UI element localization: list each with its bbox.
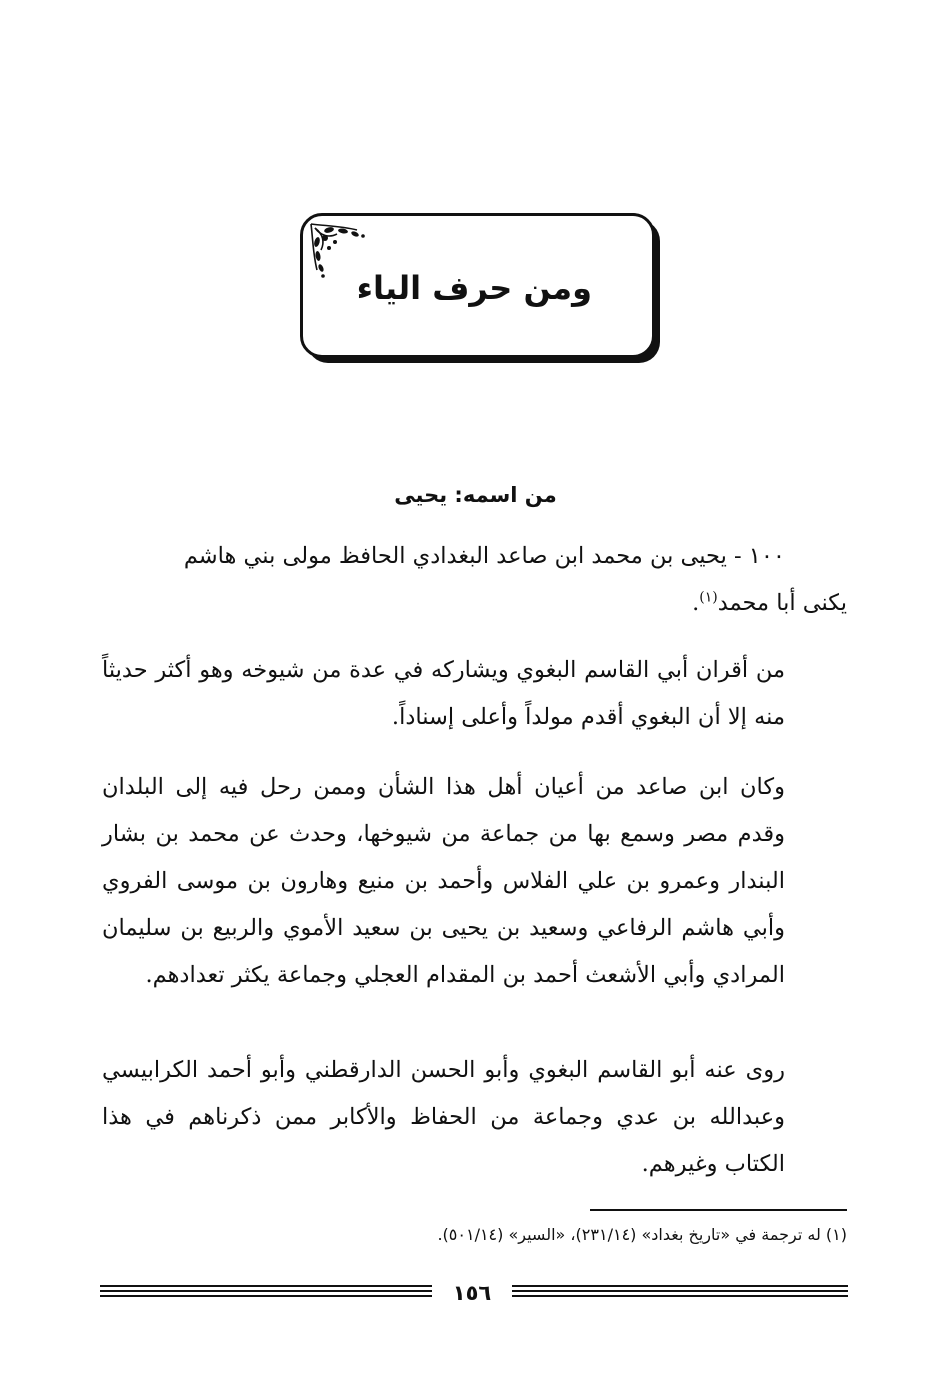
paragraph: [102, 1047, 847, 1188]
footnote-reference: (١): [699, 589, 718, 606]
paragraph-text: من أقران أبي القاسم البغوي ويشاركه في عدة من شيوخه وهو أكثر حديثاً منه إلا أن البغوي أقدم مولداً وأعلى إسناداً.: [102, 657, 785, 730]
chapter-title: ومن حرف الياء: [356, 269, 592, 307]
entry-header: [102, 533, 847, 627]
footnote: (١) له ترجمة في «تاريخ بغداد» (٢٣١/١٤)، «السير» (٥٠١/١٤).: [437, 1225, 847, 1244]
entry-kunya-text: يكنى أبا محمد: [717, 590, 847, 616]
paragraph-text: وكان ابن صاعد من أعيان أهل هذا الشأن وممن رحل فيه إلى البلدان وقدم مصر وسمع بها من جماعة من شيوخها، وحدث عن محمد بن بشار البندار وعمرو بن علي الفلاس وأحمد بن منيع وهارون بن موسى الفروي وأبي هاشم الرفاعي وسعيد بن يحيى بن سعيد الأموي والربيع بن سليمان المرادي وأبي الأشعث أحمد بن المقدام العجلي وجماعة يكثر تعدادهم.: [102, 774, 785, 988]
section-heading: من اسمه: يحيى: [394, 483, 557, 507]
paragraph: [102, 764, 847, 999]
page-number: ١٥٦: [452, 1281, 492, 1305]
entry-kunya-end: .: [692, 590, 700, 616]
footer-rule-right: [512, 1285, 848, 1301]
paragraph-text: روى عنه أبو القاسم البغوي وأبو الحسن الدارقطني وأبو أحمد الكرابيسي وعبدالله بن عدي وجماعة من الحفاظ والأكابر ممن ذكرناهم في هذا الكتاب وغيرهم.: [102, 1057, 785, 1177]
page-footer: [100, 1278, 848, 1308]
chapter-title-frame: [300, 213, 655, 358]
footnote-separator: [590, 1209, 847, 1211]
paragraph: [102, 647, 847, 741]
entry-number-line: ١٠٠ - يحيى بن محمد ابن صاعد البغدادي الحافظ مولى بني هاشم: [183, 543, 785, 569]
entry-kunya-line: [102, 580, 847, 627]
footer-rule-left: [100, 1285, 432, 1301]
